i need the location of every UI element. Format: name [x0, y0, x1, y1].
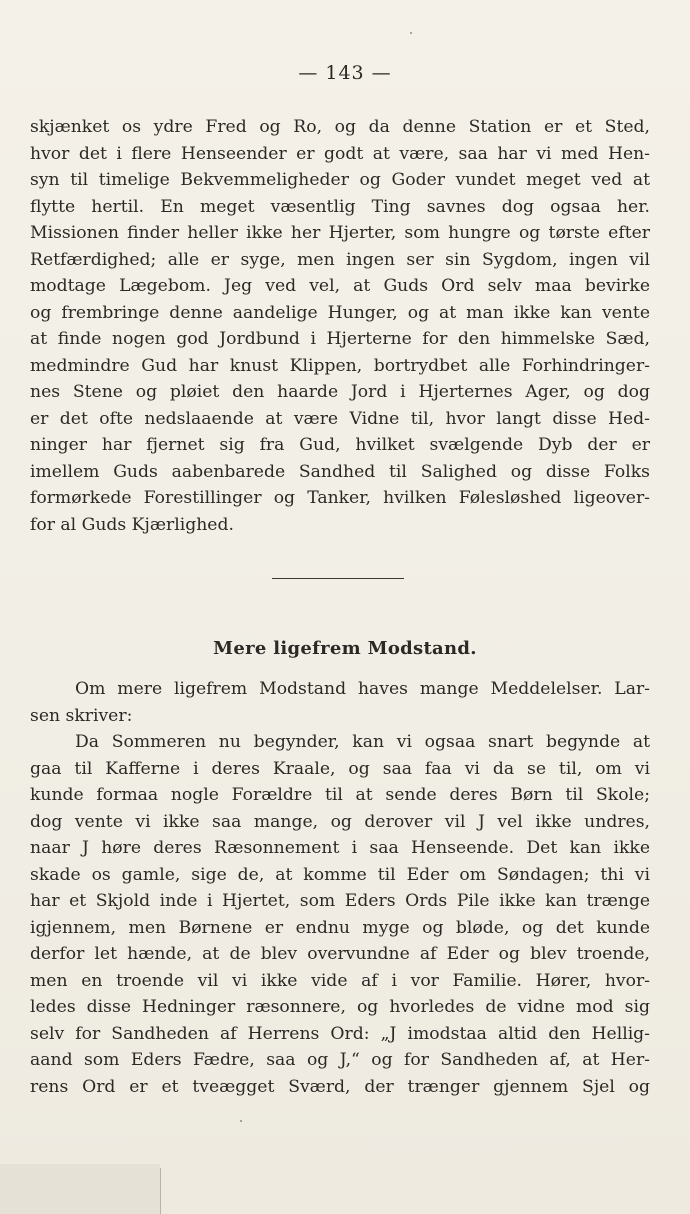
text-line: aand som Eders Fædre, saa og J,“ og for Sandheden af, at Her-: [30, 1050, 650, 1070]
text-line: for al Guds Kjærlighed.: [30, 514, 234, 535]
text-line: ninger har fjernet sig fra Gud, hvilket svælgende Dyb der er: [30, 435, 650, 455]
text-line: flytte hertil. En meget væsentlig Ting savnes dog ogsaa her.: [30, 196, 650, 217]
text-line: og frembringe denne aandelige Hunger, og at man ikke kan vente: [30, 302, 650, 323]
text-line: hvor det i flere Henseender er godt at være, saa har vi med Hen-: [30, 143, 650, 164]
section-heading: Mere ligefrem Modstand.: [213, 638, 477, 659]
text-line: kunde formaa nogle Forældre til at sende deres Børn til Skole;: [30, 785, 650, 805]
text-line: medmindre Gud har knust Klippen, bortrydbet alle Forhindringer-: [30, 355, 650, 376]
text-line: men en troende vil vi ikke vide af i vor Familie. Hører, hvor-: [30, 970, 650, 991]
paper-edge: [160, 1168, 161, 1214]
text-line: syn til timelige Bekvemmeligheder og Goder vundet meget ved at: [30, 170, 650, 190]
text-line: at finde nogen god Jordbund i Hjerterne for den himmelske Sæd,: [30, 329, 650, 349]
text-line: Missionen finder heller ikke her Hjerter, som hungre og tørste efter: [30, 223, 650, 243]
text-line: Retfærdighed; alle er syge, men ingen ser sin Sygdom, ingen vil: [30, 249, 650, 270]
text-line: rens Ord er et tveægget Sværd, der trænger gjennem Sjel og: [30, 1076, 650, 1097]
page-shadow: [0, 1164, 160, 1214]
paragraph-mission-station: [30, 114, 650, 538]
paper-speck: [410, 32, 412, 34]
page-number: — 143 —: [298, 62, 392, 84]
text-line: imellem Guds aabenbarede Sandhed til Salighed og disse Folks: [30, 461, 650, 482]
text-line: naar J høre deres Ræsonnement i saa Henseende. Det kan ikke: [30, 838, 650, 858]
text-line: sen skriver:: [30, 705, 133, 726]
text-line: formørkede Forestillinger og Tanker, hvilken Følesløshed ligeover-: [30, 488, 650, 508]
text-line: nes Stene og pløiet den haarde Jord i Hjerternes Ager, og dog: [30, 382, 650, 402]
text-line: gaa til Kafferne i deres Kraale, og saa faa vi da se til, om vi: [30, 758, 650, 779]
section-body: [30, 676, 650, 1100]
text-line: har et Skjold inde i Hjertet, som Eders Ords Pile ikke kan trænge: [30, 891, 650, 911]
text-line: igjennem, men Børnene er endnu myge og bløde, og det kunde: [30, 917, 650, 938]
text-line: Om mere ligefrem Modstand haves mange Meddelelser. Lar-: [75, 679, 650, 699]
text-line: skjænket os ydre Fred og Ro, og da denne Station er et Sted,: [30, 117, 650, 137]
text-line: Da Sommeren nu begynder, kan vi ogsaa snart begynde at: [75, 732, 650, 752]
section-divider: [272, 578, 404, 579]
text-line: ledes disse Hedninger ræsonnere, og hvorledes de vidne mod sig: [30, 997, 650, 1017]
text-line: er det ofte nedslaaende at være Vidne til, hvor langt disse Hed-: [30, 408, 650, 429]
text-line: dog vente vi ikke saa mange, og derover vil J vel ikke undres,: [30, 811, 650, 832]
text-line: skade os gamle, sige de, at komme til Eder om Søndagen; thi vi: [30, 864, 650, 885]
text-line: selv for Sandheden af Herrens Ord: „J imodstaa altid den Hellig-: [30, 1023, 650, 1044]
text-line: modtage Lægebom. Jeg ved vel, at Guds Ord selv maa bevirke: [30, 276, 650, 296]
paper-speck: [240, 1120, 242, 1122]
text-line: derfor let hænde, at de blev overvundne af Eder og blev troende,: [30, 944, 650, 964]
